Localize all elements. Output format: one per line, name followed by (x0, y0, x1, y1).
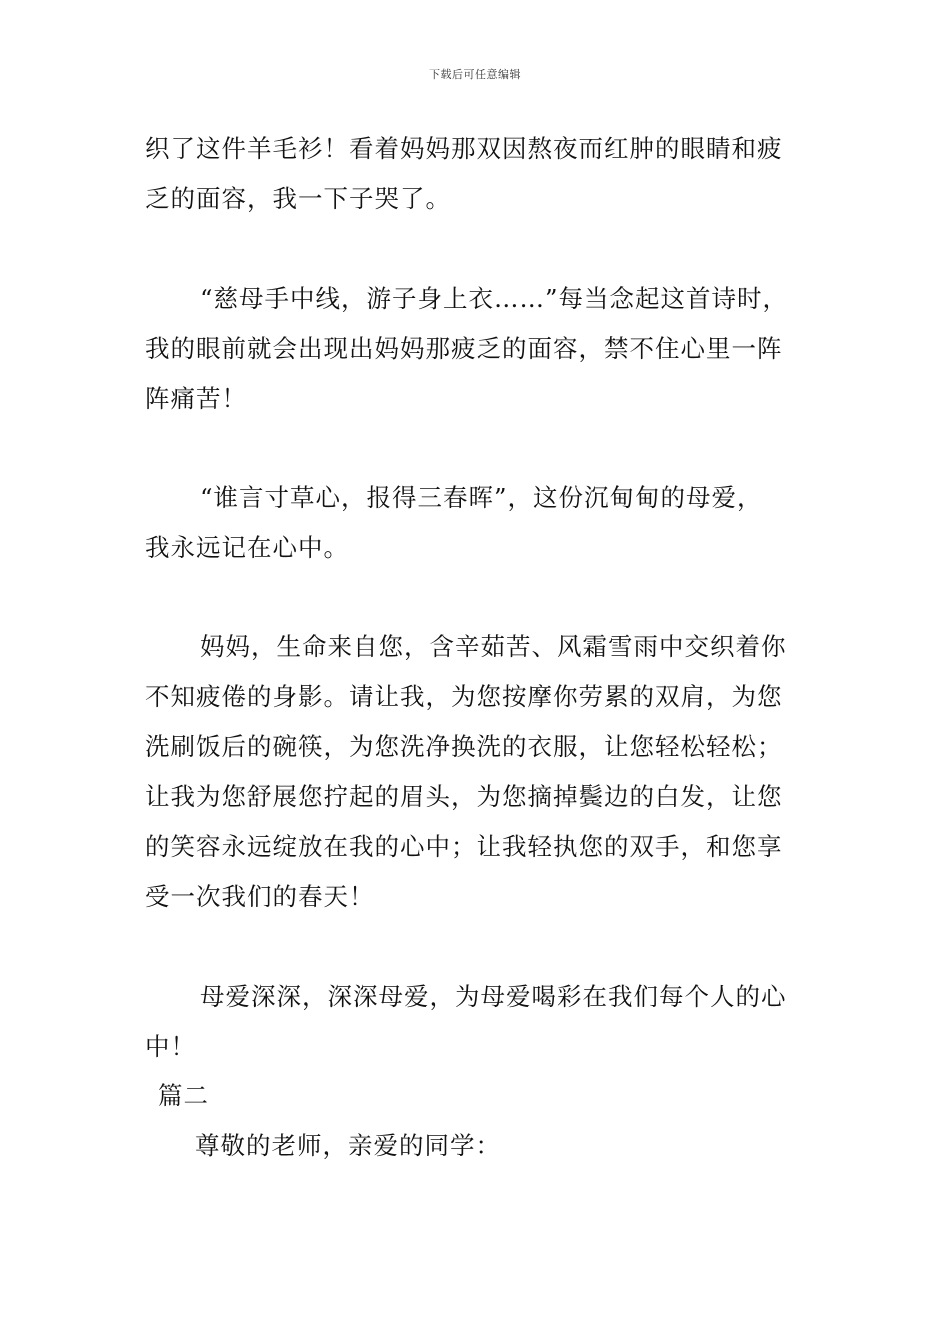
text-line: 让我为您舒展您拧起的眉头，为您摘掉鬓边的白发，让您 (145, 782, 783, 811)
text-line: 织了这件羊毛衫！看着妈妈那双因熬夜而红肿的眼睛和疲 (145, 134, 783, 163)
text-line: 阵痛苦！ (145, 384, 247, 413)
text-line: 洗刷饭后的碗筷，为您洗净换洗的衣服，让您轻松轻松； (145, 732, 783, 761)
text-line: 我永远记在心中。 (145, 533, 349, 562)
text-line: 不知疲倦的身影。请让我，为您按摩你劳累的双肩，为您 (145, 682, 783, 711)
text-line: 妈妈，生命来自您，含辛茹苦、风霜雪雨中交织着你 (200, 632, 787, 661)
text-line: 的笑容永远绽放在我的心中；让我轻执您的双手，和您享 (145, 832, 783, 861)
text-line: 母爱深深，深深母爱，为母爱喝彩在我们每个人的心 (200, 982, 787, 1011)
salutation-line: 尊敬的老师，亲爱的同学： (195, 1131, 501, 1160)
page-header: 下载后可任意编辑 (429, 68, 521, 81)
text-line: 中！ (145, 1032, 196, 1061)
section-heading: 篇二 (158, 1081, 209, 1110)
text-line: 受一次我们的春天！ (145, 882, 375, 911)
text-line: 我的眼前就会出现出妈妈那疲乏的面容，禁不住心里一阵 (145, 334, 783, 363)
text-line: 乏的面容，我一下子哭了。 (145, 184, 451, 213)
text-line: “谁言寸草心，报得三春晖”，这份沉甸甸的母爱， (200, 483, 763, 512)
text-line: “慈母手中线，游子身上衣……”每当念起这首诗时， (200, 284, 789, 313)
